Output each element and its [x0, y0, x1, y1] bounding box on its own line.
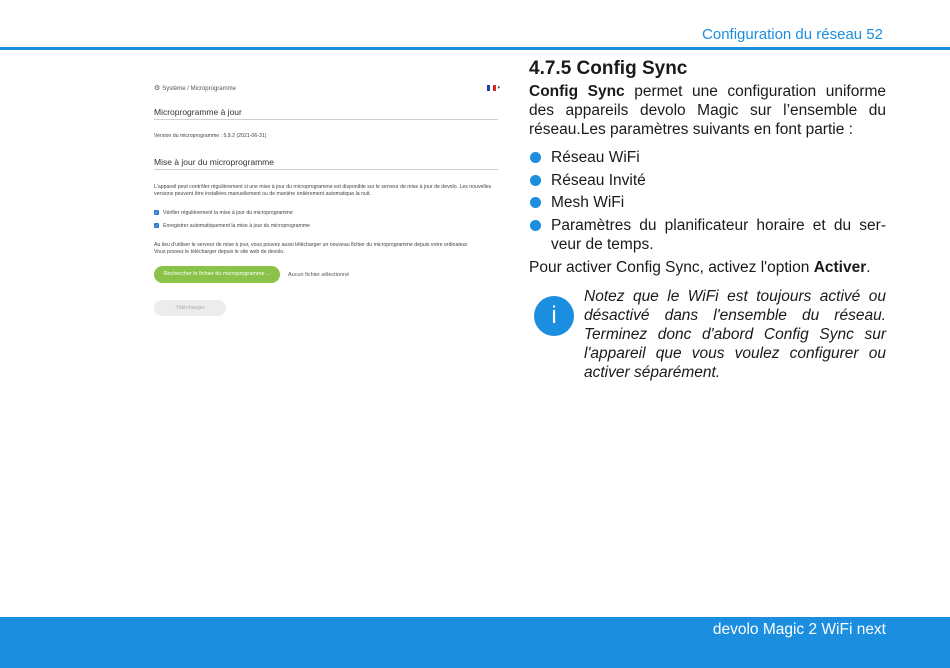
chevron-down-icon[interactable]: ▾ — [497, 85, 500, 91]
activate-end: . — [866, 259, 871, 276]
checkmark-icon[interactable]: ✓ — [154, 210, 159, 216]
bullet-icon — [530, 152, 541, 163]
list-item-text: Réseau Invité — [551, 171, 646, 189]
section-title-uptodate: Microprogramme à jour — [154, 107, 242, 117]
auto-update-checkbox[interactable] — [154, 223, 310, 229]
breadcrumb-text: Système / Microprogramme — [162, 86, 236, 92]
checkbox-label: Vérifier régulièrement la mise à jour du microprogramme — [163, 210, 293, 216]
breadcrumb — [154, 84, 236, 92]
header-rule — [0, 47, 950, 50]
list-item — [529, 171, 886, 190]
no-file-label: Aucun fichier sélectionné — [288, 272, 350, 278]
info-note: Notez que le WiFi est toujours activé ou désactivé dans l'ensemble du réseau. Terminez donc d'abord Config Sync sur l'appareil que vous voulez configurer ou activer séparément. — [584, 288, 886, 381]
footer-bar — [0, 617, 950, 668]
page-header-title: Configuration du réseau 52 — [702, 26, 883, 43]
checkmark-icon[interactable]: ✓ — [154, 223, 159, 229]
list-item — [529, 148, 886, 167]
download-button[interactable]: Télécharger — [154, 300, 226, 316]
french-flag-icon[interactable] — [487, 85, 496, 91]
search-firmware-button[interactable]: Rechercher le fichier du microprogramme ... — [154, 266, 280, 283]
update-description: L'appareil peut contrôler régulièrement si une mise à jour du microprogramme est disponible sur le serveur de mise à jour de devolo. Les nouvelles versions peuvent être installées manuellement ou de manière entièrement automatique la nuit. — [154, 184, 492, 197]
check-updates-checkbox[interactable] — [154, 210, 293, 216]
activate-text: Pour activer Config Sync, activez l'option — [529, 259, 814, 276]
list-item — [529, 193, 886, 212]
manual-upload-description: Au lieu d'utiliser le serveur de mise à jour, vous pouvez aussi télécharger un nouveau fichier du microprogramme depuis votre ordinateur. Vous pouvez le télécharger depuis le site web de devolo. — [154, 242, 469, 255]
section-title: 4.7.5 Config Sync — [529, 58, 688, 79]
gear-icon: ⚙ — [154, 85, 161, 92]
section-title-update: Mise à jour du microprogramme — [154, 157, 274, 167]
intro-paragraph — [529, 82, 886, 139]
activate-bold: Activer — [813, 259, 867, 276]
firmware-version: Version du microprogramme : 5.9.2 (2021-06-31) — [154, 133, 267, 139]
divider — [154, 119, 498, 120]
list-item — [529, 216, 886, 254]
firmware-screenshot — [150, 80, 502, 320]
divider — [154, 169, 498, 170]
activate-paragraph — [529, 258, 886, 277]
footer-product-name: devolo Magic 2 WiFi next — [712, 621, 886, 638]
intro-text: permet une configuration uniforme des appareils devolo Magic sur l’ensemble du réseau.Les paramètres suivants en font partie : — [529, 83, 887, 138]
list-item-text: Réseau WiFi — [551, 149, 640, 166]
bullet-list — [529, 148, 886, 257]
info-icon: i — [534, 296, 574, 336]
bullet-icon — [530, 220, 541, 231]
list-item-text: Paramètres du planificateur horaire et du ser-veur de temps. — [551, 216, 886, 253]
bullet-icon — [530, 197, 541, 208]
list-item-text: Mesh WiFi — [551, 194, 625, 211]
intro-bold: Config Sync — [529, 83, 625, 100]
checkbox-label: Enregistrer automatiquement la mise à jour du microprogramme — [163, 223, 311, 229]
bullet-icon — [530, 175, 541, 186]
